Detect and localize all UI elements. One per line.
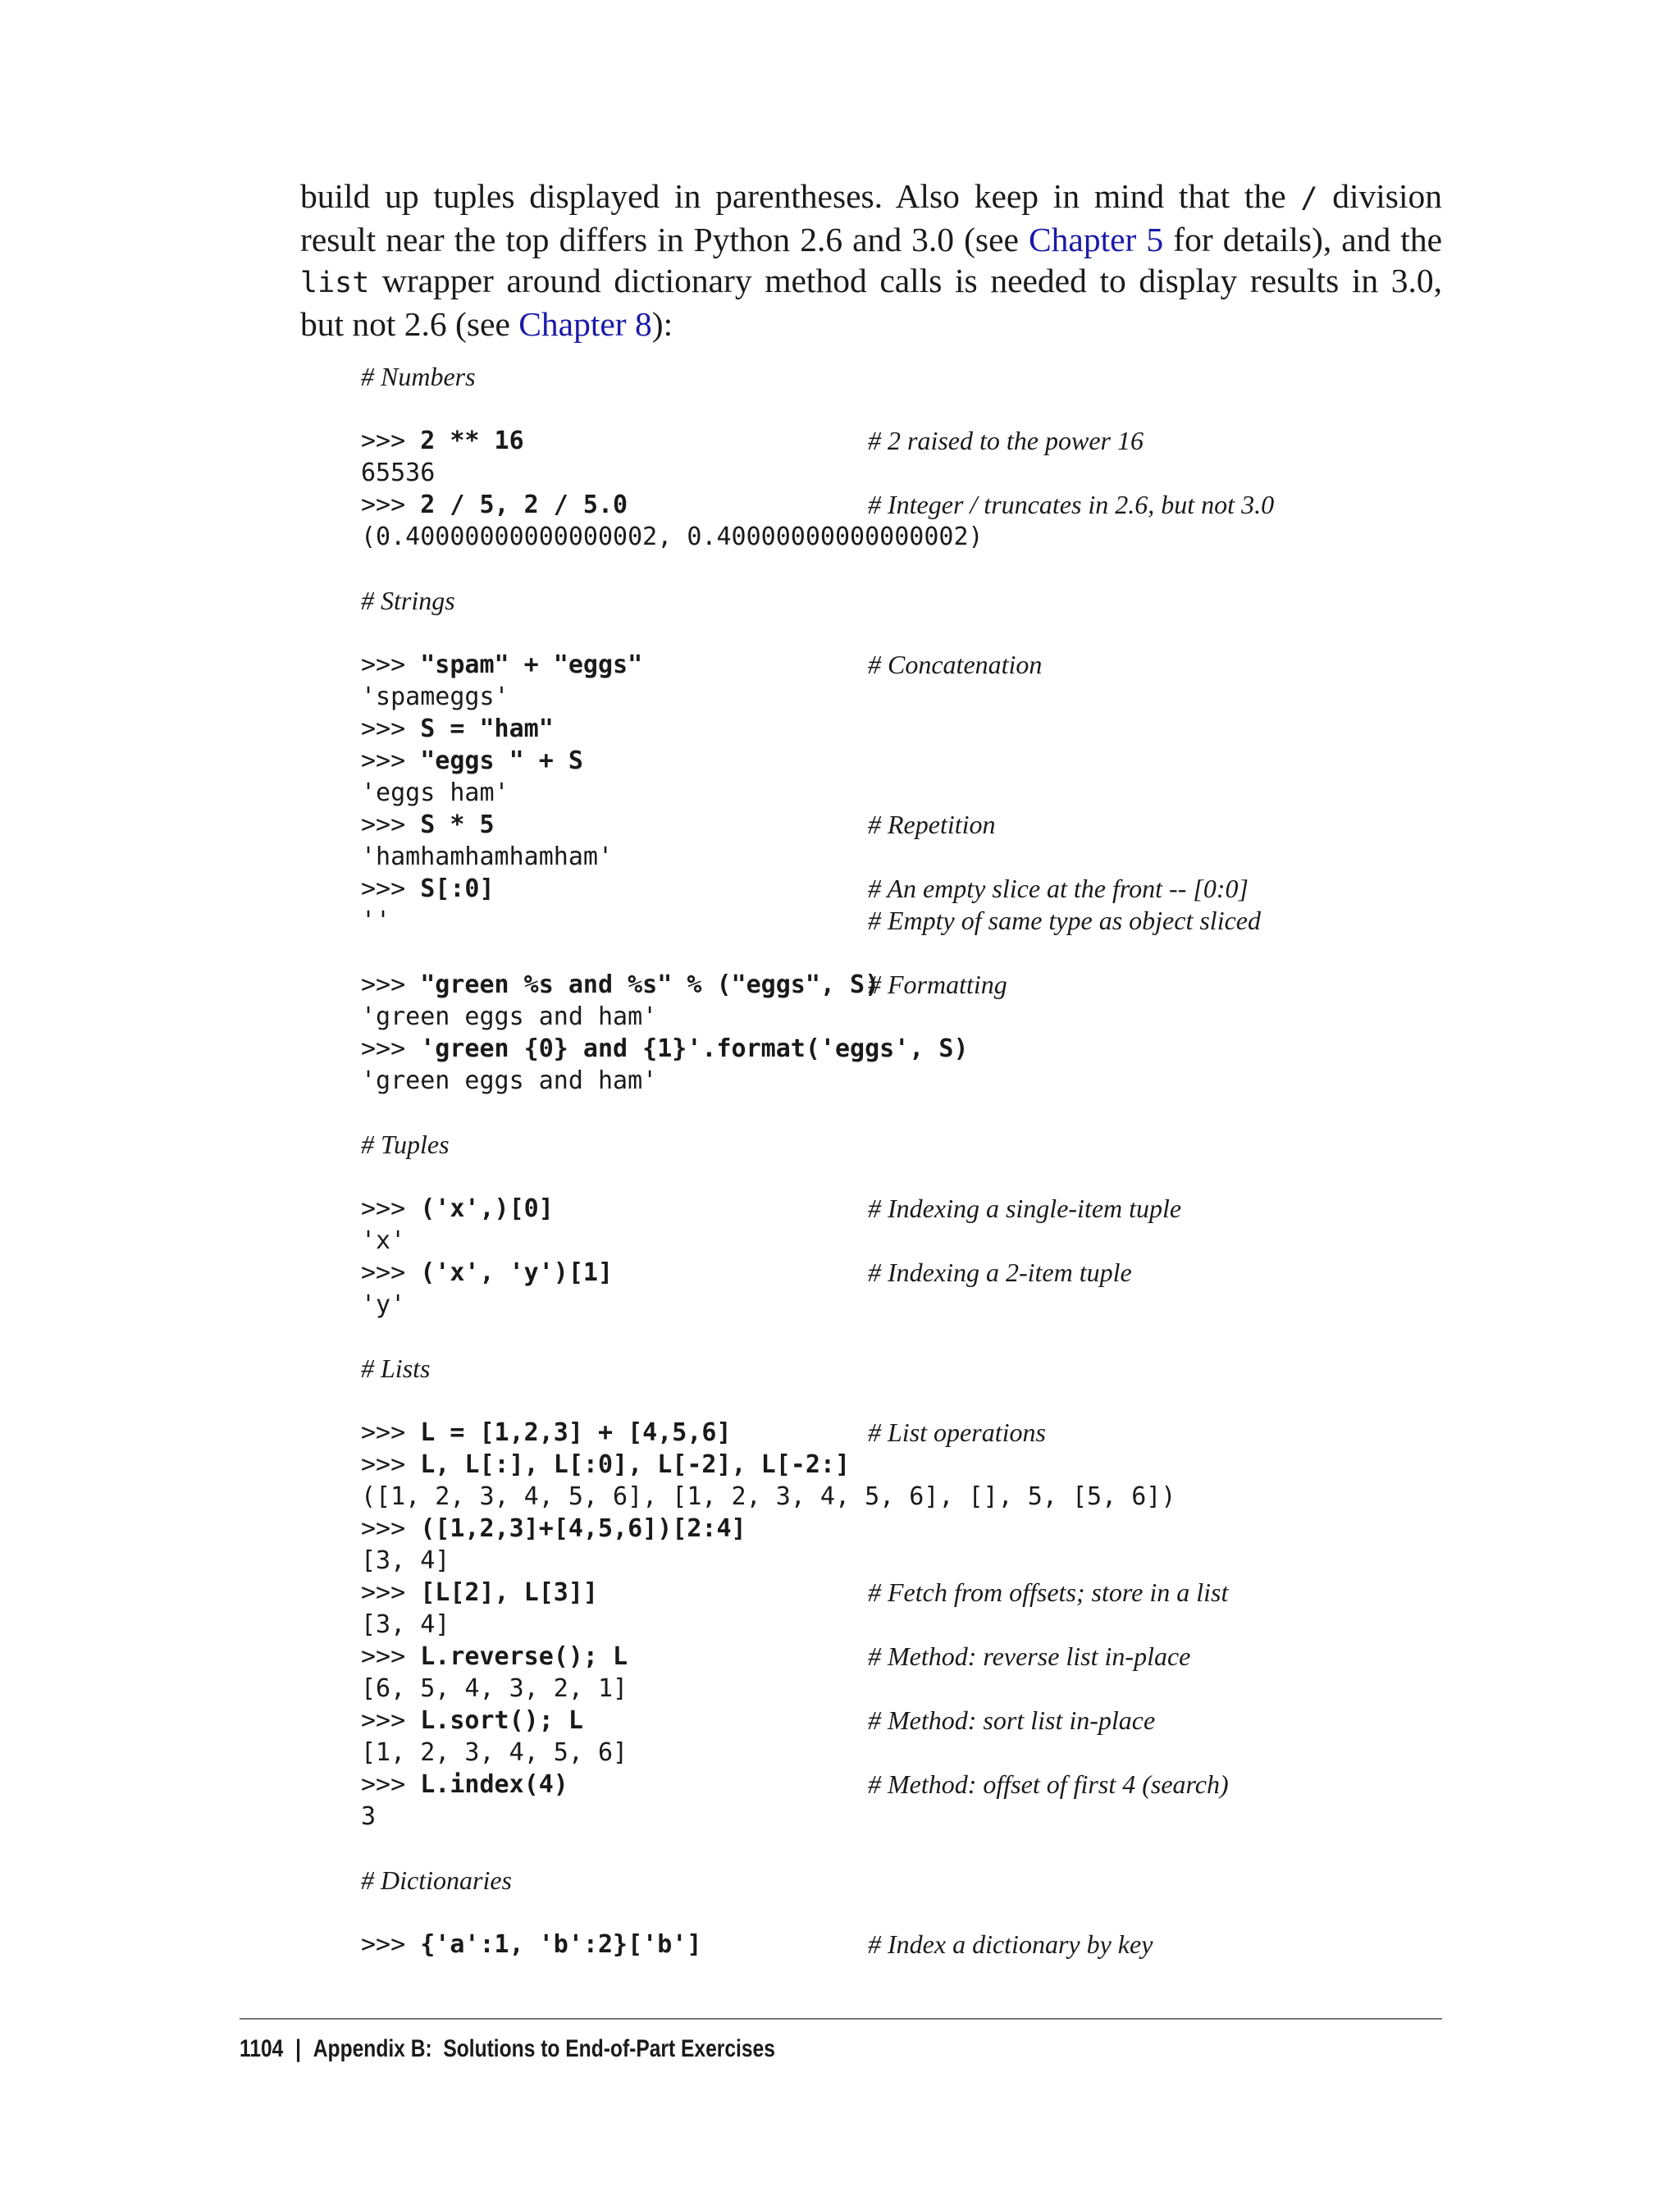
- code-input-line: [361, 1769, 1509, 1801]
- code-input-line: [361, 1641, 1509, 1673]
- code-comment: # Indexing a 2-item tuple: [868, 1258, 1132, 1287]
- section-label: # Lists: [361, 1354, 431, 1383]
- section-heading: [361, 1865, 1509, 1897]
- code-output-line: [361, 905, 1509, 937]
- code-comment: # List operations: [868, 1418, 1046, 1447]
- code-output-line: [361, 1065, 1509, 1097]
- intro-text: division result near the top differs in Python 2.6 and 3.0 (see: [300, 177, 1442, 258]
- output: (0.40000000000000002, 0.40000000000000002): [361, 523, 984, 551]
- prompt: >>>: [361, 1418, 421, 1447]
- blank-line: [361, 1321, 1509, 1353]
- blank-line: [361, 617, 1509, 649]
- prompt: >>>: [361, 1930, 421, 1959]
- prompt: >>>: [361, 1258, 421, 1287]
- command: 2 / 5, 2 / 5.0: [420, 491, 628, 519]
- output: '': [361, 906, 391, 935]
- code-input-line: [361, 425, 1509, 457]
- output: ([1, 2, 3, 4, 5, 6], [1, 2, 3, 4, 5, 6], [], 5, [5, 6]): [361, 1482, 1176, 1511]
- code-comment: # Method: reverse list in-place: [868, 1641, 1191, 1671]
- command: {'a':1, 'b':2}['b']: [420, 1930, 702, 1959]
- prompt: >>>: [361, 746, 421, 775]
- command: L.sort(); L: [420, 1706, 583, 1735]
- code-input-line: [361, 649, 1509, 681]
- command: ('x',)[0]: [420, 1194, 554, 1223]
- code-output-line: [361, 1289, 1509, 1321]
- output: 'green eggs and ham': [361, 1066, 658, 1095]
- section-label: # Numbers: [361, 362, 476, 391]
- output: 'hamhamhamhamham': [361, 842, 614, 871]
- inline-code: list: [300, 267, 370, 299]
- command: "spam" + "eggs": [420, 651, 643, 679]
- code-output-line: [361, 457, 1509, 489]
- section-heading: [361, 585, 1509, 617]
- footer-separator: |: [295, 2035, 302, 2062]
- footer-title: Appendix B: Solutions to End-of-Part Exercises: [313, 2035, 775, 2062]
- output: 65536: [361, 459, 436, 487]
- code-output-line: [361, 1225, 1509, 1257]
- output: [6, 5, 4, 3, 2, 1]: [361, 1674, 628, 1703]
- code-output-line: [361, 777, 1509, 809]
- blank-line: [361, 1897, 1509, 1929]
- command: S * 5: [420, 810, 495, 839]
- output: 'x': [361, 1226, 406, 1255]
- prompt: >>>: [361, 810, 421, 839]
- command: L.reverse(); L: [420, 1642, 628, 1671]
- code-listing: [361, 361, 1509, 1961]
- code-input-line: [361, 1577, 1509, 1609]
- code-input-line: [361, 1193, 1509, 1225]
- section-label: # Strings: [361, 586, 455, 615]
- prompt: >>>: [361, 714, 421, 743]
- code-output-line: [361, 841, 1509, 873]
- code-output-line: [361, 521, 1509, 553]
- intro-text: build up tuples displayed in parentheses. Also keep in mind that the: [300, 177, 1301, 215]
- command: L, L[:], L[:0], L[-2], L[-2:]: [420, 1450, 851, 1479]
- code-input-line: [361, 1929, 1509, 1961]
- command: ([1,2,3]+[4,5,6])[2:4]: [420, 1514, 746, 1543]
- prompt: >>>: [361, 1642, 421, 1671]
- command: ('x', 'y')[1]: [420, 1258, 614, 1287]
- command: L.index(4): [420, 1770, 568, 1799]
- prompt: >>>: [361, 651, 421, 679]
- command: S[:0]: [420, 874, 495, 903]
- code-input-line: [361, 873, 1509, 905]
- code-input-line: [361, 1033, 1509, 1065]
- code-output-line: [361, 1545, 1509, 1577]
- blank-line: [361, 1385, 1509, 1417]
- intro-text: ):: [651, 305, 673, 343]
- intro-paragraph: [300, 176, 1442, 345]
- chapter-link[interactable]: Chapter 5: [1029, 221, 1164, 258]
- prompt: >>>: [361, 1194, 421, 1223]
- code-output-line: [361, 681, 1509, 713]
- code-input-line: [361, 489, 1509, 521]
- code-comment: # Repetition: [868, 810, 996, 839]
- code-comment: # 2 raised to the power 16: [868, 426, 1144, 455]
- command: "green %s and %s" % ("eggs", S): [420, 970, 880, 999]
- code-input-line: [361, 1257, 1509, 1289]
- code-output-line: [361, 1737, 1509, 1769]
- code-comment: # Fetch from offsets; store in a list: [868, 1577, 1229, 1607]
- intro-text: for details), and the: [1163, 221, 1442, 258]
- code-input-line: [361, 809, 1509, 841]
- page-footer: [240, 2033, 775, 2066]
- command: [L[2], L[3]]: [420, 1578, 598, 1607]
- code-comment: # Concatenation: [868, 650, 1043, 679]
- output: 'green eggs and ham': [361, 1002, 658, 1031]
- blank-line: [361, 1833, 1509, 1865]
- blank-line: [361, 937, 1509, 969]
- prompt: >>>: [361, 1514, 421, 1543]
- prompt: >>>: [361, 427, 421, 455]
- code-output-line: [361, 1609, 1509, 1641]
- prompt: >>>: [361, 970, 421, 999]
- section-heading: [361, 1129, 1509, 1161]
- code-output-line: [361, 1673, 1509, 1705]
- output: 'eggs ham': [361, 778, 509, 807]
- code-input-line: [361, 1417, 1509, 1449]
- blank-line: [361, 1161, 1509, 1193]
- blank-line: [361, 393, 1509, 425]
- blank-line: [361, 553, 1509, 585]
- code-output-line: [361, 1481, 1509, 1513]
- code-comment: # Integer / truncates in 2.6, but not 3.0: [868, 490, 1275, 519]
- code-comment: # Indexing a single-item tuple: [868, 1194, 1182, 1223]
- output: 3: [361, 1802, 377, 1831]
- command: "eggs " + S: [420, 746, 583, 775]
- prompt: >>>: [361, 1450, 421, 1479]
- command: S = "ham": [420, 714, 554, 743]
- blank-line: [361, 1097, 1509, 1129]
- intro-text: wrapper around dictionary method calls is needed to display results in 3.0, but not 2.6 (see: [300, 262, 1442, 343]
- section-label: # Tuples: [361, 1130, 450, 1159]
- prompt: >>>: [361, 1578, 421, 1607]
- code-input-line: [361, 1705, 1509, 1737]
- page-number: 1104: [240, 2035, 284, 2062]
- code-comment: # An empty slice at the front -- [0:0]: [868, 874, 1249, 903]
- code-comment: # Index a dictionary by key: [868, 1929, 1153, 1959]
- code-input-line: [361, 745, 1509, 777]
- prompt: >>>: [361, 491, 421, 519]
- footer-divider: [240, 2018, 1442, 2020]
- prompt: >>>: [361, 874, 421, 903]
- code-output-line: [361, 1001, 1509, 1033]
- command: 2 ** 16: [420, 427, 524, 455]
- code-comment: # Method: sort list in-place: [868, 1705, 1156, 1735]
- prompt: >>>: [361, 1034, 421, 1063]
- section-label: # Dictionaries: [361, 1865, 512, 1895]
- output: [3, 4]: [361, 1546, 450, 1575]
- code-input-line: [361, 969, 1509, 1001]
- inline-code: /: [1300, 182, 1318, 215]
- output: 'y': [361, 1290, 406, 1319]
- code-output-line: [361, 1801, 1509, 1833]
- command: L = [1,2,3] + [4,5,6]: [420, 1418, 732, 1447]
- output: 'spameggs': [361, 682, 509, 711]
- section-heading: [361, 361, 1509, 393]
- code-comment: # Empty of same type as object sliced: [868, 906, 1261, 935]
- output: [1, 2, 3, 4, 5, 6]: [361, 1738, 628, 1767]
- output: [3, 4]: [361, 1610, 450, 1639]
- code-comment: # Method: offset of first 4 (search): [868, 1769, 1229, 1799]
- code-input-line: [361, 1449, 1509, 1481]
- code-comment: # Formatting: [868, 970, 1007, 999]
- code-input-line: [361, 1513, 1509, 1545]
- command: 'green {0} and {1}'.format('eggs', S): [420, 1034, 969, 1063]
- code-input-line: [361, 713, 1509, 745]
- chapter-link[interactable]: Chapter 8: [518, 305, 652, 343]
- prompt: >>>: [361, 1770, 421, 1799]
- section-heading: [361, 1353, 1509, 1385]
- prompt: >>>: [361, 1706, 421, 1735]
